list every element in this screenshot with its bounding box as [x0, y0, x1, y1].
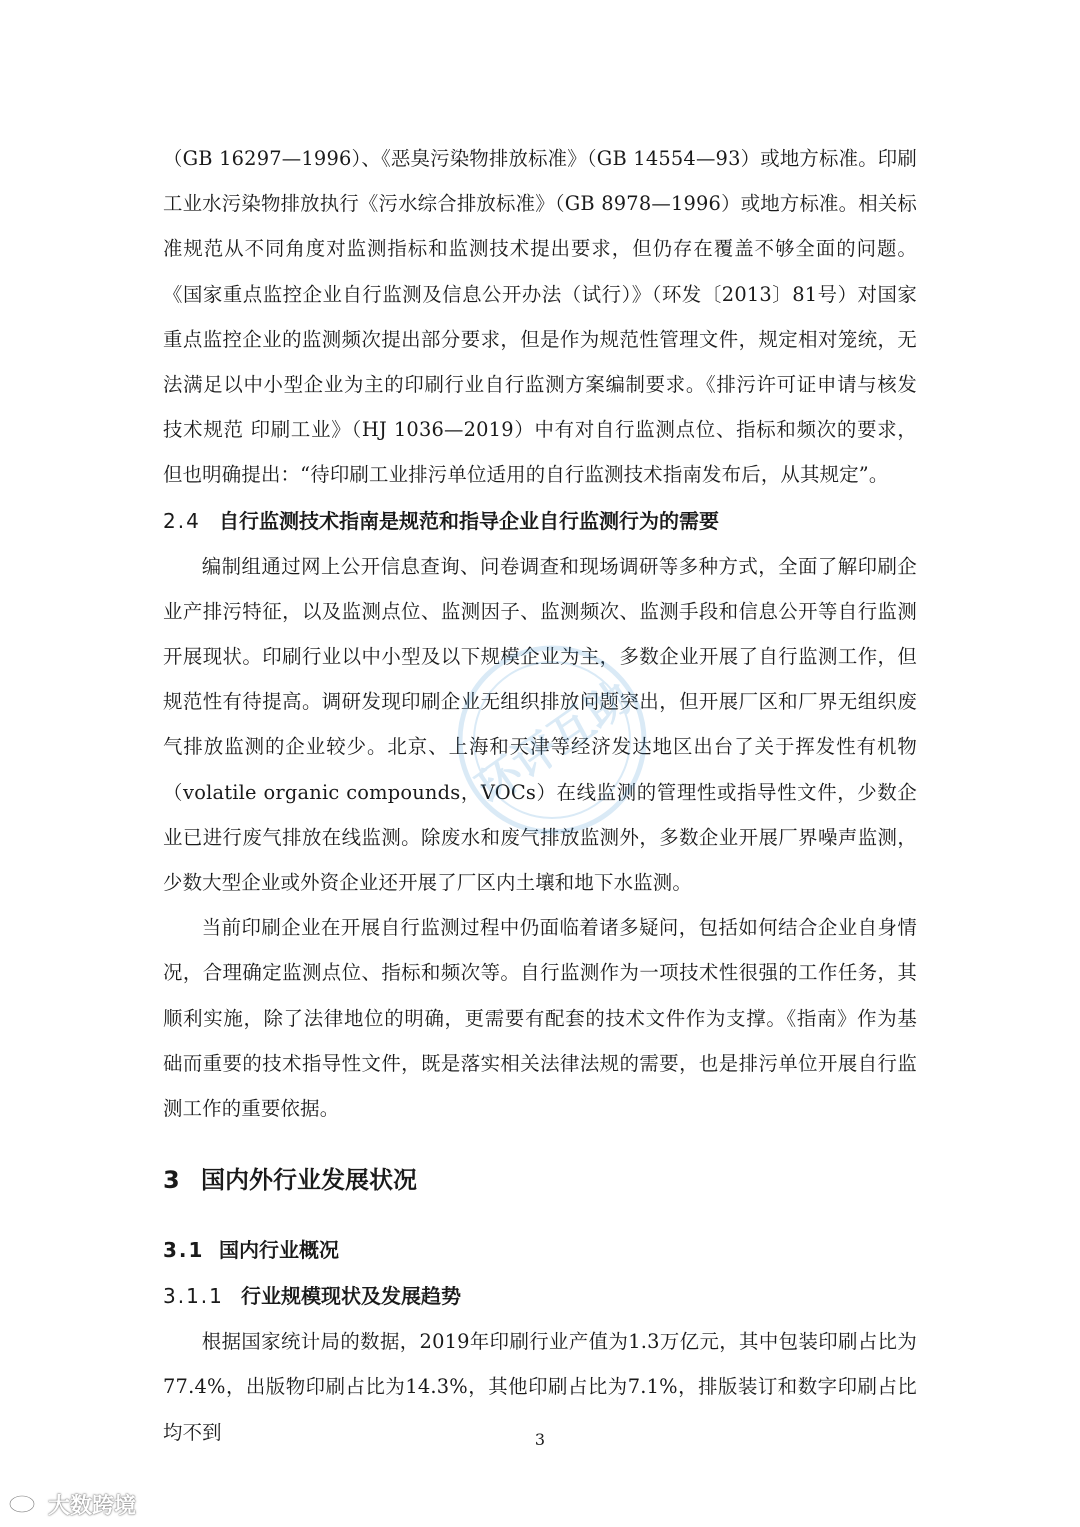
weibo-icon	[8, 1488, 42, 1520]
chapter-3-number: 3	[163, 1166, 180, 1195]
paragraph-industry-scale: 根据国家统计局的数据，2019年印刷行业产值为1.3万亿元，其中包装印刷占比为77.4%，出版物印刷占比为14.3%，其他印刷占比为7.1%，排版装订和数字印刷占比均不到	[163, 1330, 917, 1444]
paragraph-standards: （GB 16297—1996）、《恶臭污染物排放标准》（GB 14554—93）或地方标准。印刷工业水污染物排放执行《污水综合排放标准》（GB 8978—1996）或地方标准。相关标准规范从不同角度对监测指标和监测技术提出要求，但仍存在覆盖不够全面的问题。《国家重点监控企业自行监测及信息公开办法（试行）》（环发〔2013〕81号）对国家重点监控企业的监测频次提出部分要求，但是作为规范性管理文件，规定相对笼统，无法满足以中小型企业为主的印刷行业自行监测方案编制要求。《排污许可证申请与核发技术规范 印刷工业》（HJ 1036—2019）中有对自行监测点位、指标和频次的要求，但也明确提出：“待印刷工业排污单位适用的自行监测技术指南发布后，从其规定”。	[163, 147, 917, 487]
watermark-text: 环评互助	[467, 671, 641, 815]
section-3-1-heading	[163, 1227, 917, 1273]
paragraph-guideline-importance: 当前印刷企业在开展自行监测过程中仍面临着诸多疑问，包括如何结合企业自身情况，合理确定监测点位、指标和频次等。自行监测作为一项技术性很强的工作任务，其顺利实施，除了法律地位的明确，更需要有配套的技术文件作为支撑。《指南》作为基础而重要的技术指导性文件，既是落实相关法律法规的需要，也是排污单位开展自行监测工作的重要依据。	[163, 916, 917, 1121]
page-content	[163, 136, 917, 1455]
brand-name: 大数跨境	[48, 1493, 137, 1519]
section-3-1-1-number: 3.1.1	[163, 1284, 224, 1309]
section-3-1-1-heading	[163, 1273, 917, 1319]
paragraph-survey: 编制组通过网上公开信息查询、问卷调查和现场调研等多种方式，全面了解印刷企业产排污特征，以及监测点位、监测因子、监测频次、监测手段和信息公开等自行监测开展现状。印刷行业以中小型及以下规模企业为主，多数企业开展了自行监测工作，但规范性有待提高。调研发现印刷企业无组织排放问题突出，但开展厂区和厂界无组织废气排放监测的企业较少。北京、上海和天津等经济发达地区出台了关于挥发性有机物（volatile organic compounds，VOCs）在线监测的管理性或指导性文件，少数企业已进行废气排放在线监测。除废水和废气排放监测外，多数企业开展厂界噪声监测，少数大型企业或外资企业还开展了厂区内土壤和地下水监测。	[163, 554, 917, 895]
section-3-1-number: 3.1	[163, 1238, 205, 1263]
section-2-4-number: 2.4	[163, 508, 201, 533]
page-number: 3	[534, 1430, 546, 1449]
section-2-4-title: 自行监测技术指南是规范和指导企业自行监测行为的需要	[219, 508, 719, 533]
brand-watermark	[8, 1488, 136, 1520]
section-3-1-1-title: 行业规模现状及发展趋势	[241, 1284, 461, 1309]
section-3-1-title: 国内行业概况	[219, 1238, 339, 1263]
section-2-4-heading	[163, 498, 917, 544]
chapter-3-title: 国内外行业发展状况	[201, 1166, 417, 1195]
chapter-3-heading	[163, 1157, 917, 1203]
